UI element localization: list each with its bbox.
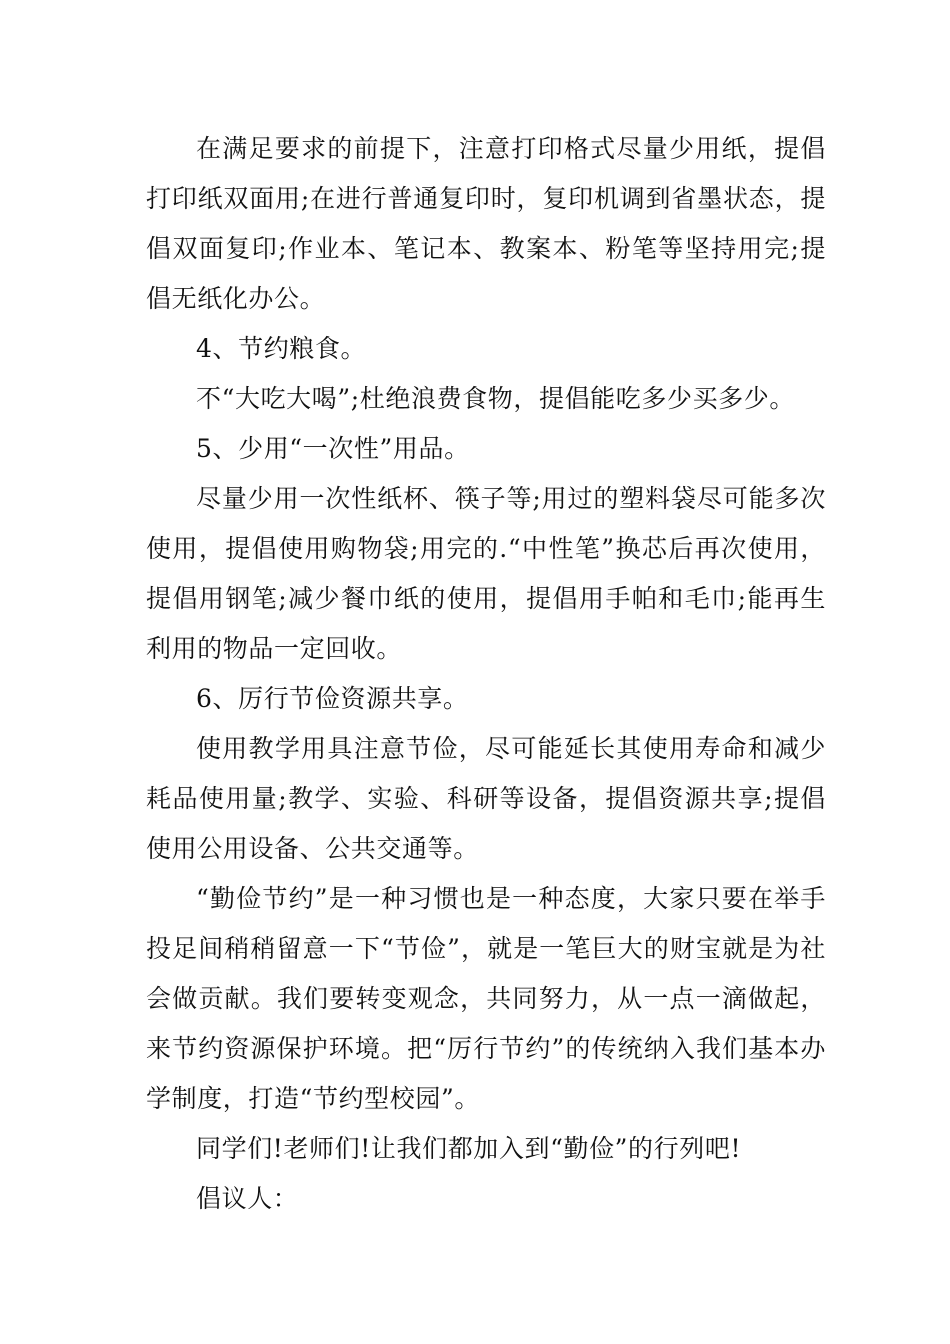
heading-save-food: 4、节约粮食。 bbox=[196, 334, 367, 363]
paragraph-resource-sharing: 使用教学用具注意节俭，尽可能延长其使用寿命和减少耗品使用量;教学、实验、科研等设备，提倡资源共享;提倡使用公用设备、公共交通等。 bbox=[146, 734, 826, 863]
signature-label: 倡议人： bbox=[196, 1184, 299, 1213]
paragraph-conclusion: “勤俭节约”是一种习惯也是一种态度，大家只要在举手投足间稍稍留意一下“节俭”，就是一笔巨大的财宝就是为社会做贡献。我们要转变观念，共同努力，从一点一滴做起，来节约资源保护环境。把“厉行节约”的传统纳入我们基本办学制度，打造“节约型校园”。 bbox=[146, 884, 826, 1113]
paragraph-paper-saving: 在满足要求的前提下，注意打印格式尽量少用纸，提倡打印纸双面用;在进行普通复印时，复印机调到省墨状态，提倡双面复印;作业本、笔记本、教案本、粉笔等坚持用完;提倡无纸化办公。 bbox=[146, 134, 826, 313]
paragraph-less-disposables: 尽量少用一次性纸杯、筷子等;用过的塑料袋尽可能多次使用，提倡使用购物袋;用完的.“中性笔”换芯后再次使用，提倡用钢笔;减少餐巾纸的使用，提倡用手帕和毛巾;能再生利用的物品一定回收。 bbox=[146, 484, 826, 663]
paragraph-save-food: 不“大吃大喝”;杜绝浪费食物，提倡能吃多少买多少。 bbox=[196, 384, 795, 413]
paragraph-call-to-action: 同学们!老师们!让我们都加入到“勤俭”的行列吧! bbox=[196, 1134, 742, 1163]
heading-resource-sharing: 6、厉行节俭资源共享。 bbox=[196, 684, 469, 713]
document-body bbox=[146, 124, 826, 1224]
heading-less-disposables: 5、少用“一次性”用品。 bbox=[196, 434, 470, 463]
